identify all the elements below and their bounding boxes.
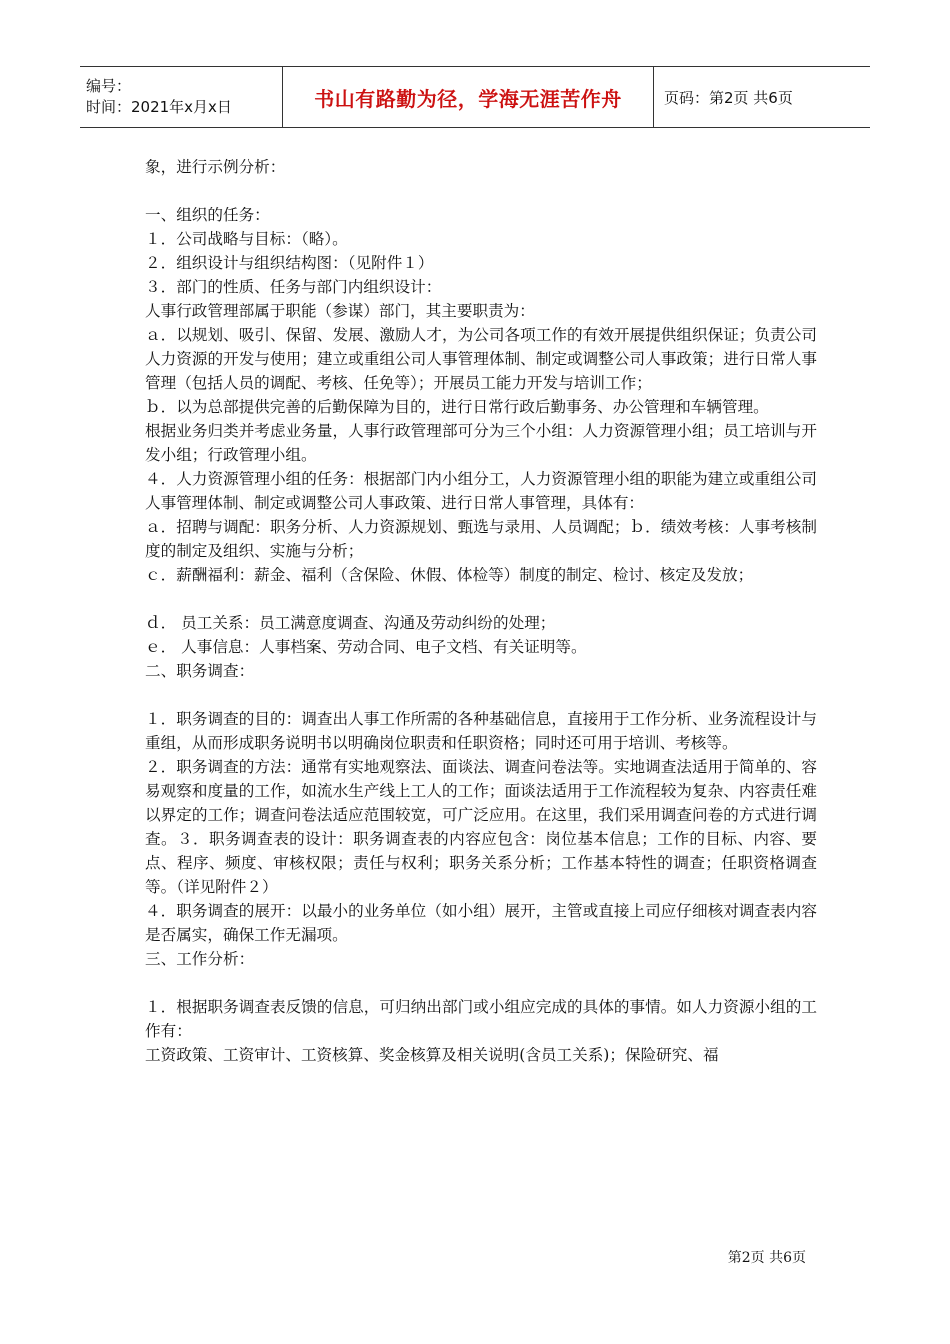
- body-paragraph: ｅ． 人事信息：人事档案、劳动合同、电子文档、有关证明等。: [145, 638, 587, 656]
- body-paragraph: ４．人力资源管理小组的任务：根据部门内小组分工，人力资源管理小组的职能为建立或重组公司人事管理体制、制定或调整公司人事政策、进行日常人事管理，具体有：: [145, 470, 817, 512]
- body-paragraph: ４．职务调查的展开：以最小的业务单位（如小组）展开，主管或直接上司应仔细核对调查表内容是否属实，确保工作无漏项。: [145, 902, 817, 944]
- body-paragraph: ｄ． 员工关系：员工满意度调查、沟通及劳动纠纷的处理；: [145, 614, 556, 632]
- header-motto-cell: [282, 67, 654, 127]
- body-paragraph: 工资政策、工资审计、工资核算、奖金核算及相关说明(含员工关系)；保险研究、福: [145, 1046, 719, 1064]
- body-paragraph: ２．职务调查的方法：通常有实地观察法、面谈法、调查问卷法等。实地调查法适用于简单的、容易观察和度量的工作，如流水生产线上工人的工作；面谈法适用于工作流程较为复杂、内容责任难以界定的工作；调查问卷法适应范围较宽，可广泛应用。在这里，我们采用调查问卷的方式进行调查。３．职务调查表的设计：职务调查表的内容应包含：岗位基本信息；工作的目标、内容、要点、程序、频度、审核权限；责任与权利；职务关系分析；工作基本特性的调查；任职资格调查等。（详见附件２）: [145, 758, 817, 896]
- body-paragraph: ａ．招聘与调配：职务分析、人力资源规划、甄选与录用、人员调配；ｂ．绩效考核：人事考核制度的制定及组织、实施与分析；: [145, 518, 817, 560]
- header-motto: 书山有路勤为径，学海无涯苦作舟: [314, 86, 622, 111]
- body-paragraph: １．职务调查的目的：调查出人事工作所需的各种基础信息，直接用于工作分析、业务流程设计与重组，从而形成职务说明书以明确岗位职责和任职资格；同时还可用于培训、考核等。: [145, 710, 817, 752]
- body-paragraph: 二、职务调查：: [145, 662, 255, 680]
- page-header: [80, 66, 870, 128]
- blank-line: [145, 179, 817, 203]
- body-paragraph: 象，进行示例分析：: [145, 158, 286, 176]
- header-page-info: 页码：第2页 共6页: [664, 88, 793, 107]
- blank-line: [145, 587, 817, 611]
- blank-line: [145, 683, 817, 707]
- document-body: [145, 155, 817, 1067]
- blank-line: [145, 971, 817, 995]
- page-footer: 第2页 共6页: [727, 1250, 806, 1266]
- body-paragraph: 人事行政管理部属于职能（参谋）部门，其主要职责为：: [145, 302, 535, 320]
- body-paragraph: ｃ．薪酬福利：薪金、福利（含保险、休假、体检等）制度的制定、检讨、核定及发放；: [145, 566, 754, 584]
- body-paragraph: １．根据职务调查表反馈的信息，可归纳出部门或小组应完成的具体的事情。如人力资源小组的工作有：: [145, 998, 817, 1040]
- body-paragraph: 三、工作分析：: [145, 950, 255, 968]
- body-paragraph: １．公司战略与目标：（略）。: [145, 230, 348, 248]
- document-code-label: 编号：: [86, 77, 132, 95]
- body-paragraph: 一、组织的任务：: [145, 206, 270, 224]
- body-paragraph: ３．部门的性质、任务与部门内组织设计：: [145, 278, 442, 296]
- body-paragraph: 根据业务归类并考虑业务量，人事行政管理部可分为三个小组：人力资源管理小组；员工培训与开发小组；行政管理小组。: [145, 422, 817, 464]
- body-paragraph: ２．组织设计与组织结构图：（见附件１）: [145, 254, 434, 272]
- header-meta: [80, 67, 282, 127]
- body-paragraph: ａ．以规划、吸引、保留、发展、激励人才，为公司各项工作的有效开展提供组织保证；负责公司人力资源的开发与使用；建立或重组公司人事管理体制、制定或调整公司人事政策；进行日常人事管理（包括人员的调配、考核、任免等）；开展员工能力开发与培训工作；: [145, 326, 817, 392]
- document-date: 时间：2021年x月x日: [86, 98, 232, 116]
- header-page-info-cell: [654, 67, 793, 127]
- body-paragraph: ｂ．以为总部提供完善的后勤保障为目的，进行日常行政后勤事务、办公管理和车辆管理。: [145, 398, 769, 416]
